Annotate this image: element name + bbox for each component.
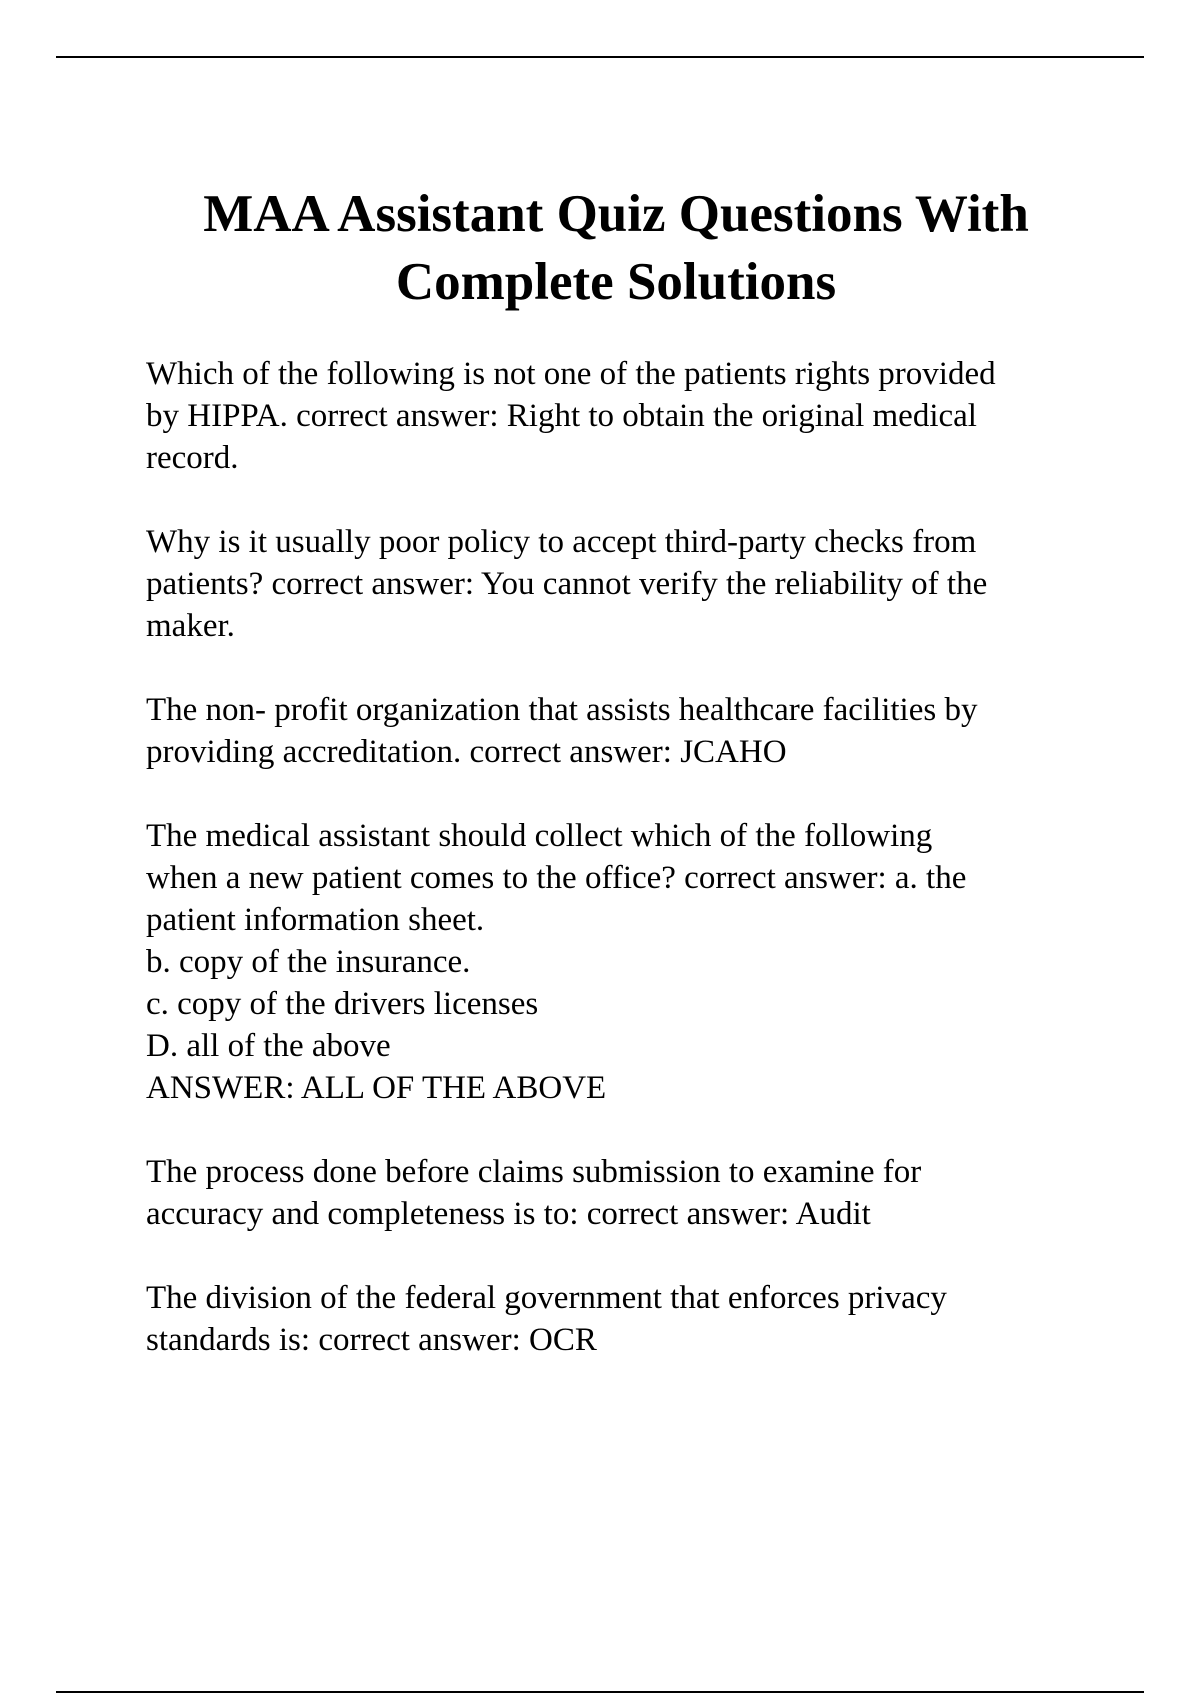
- qa-line: accuracy and completeness is to: correct answer: Audit: [146, 1196, 871, 1232]
- qa-line: ANSWER: ALL OF THE ABOVE: [146, 1070, 607, 1106]
- qa-list: [146, 353, 1086, 1361]
- qa-item: [146, 689, 1086, 773]
- title-line: MAA Assistant Quiz Questions With: [203, 185, 1029, 243]
- qa-line: when a new patient comes to the office? correct answer: a. the: [146, 860, 967, 896]
- qa-item: [146, 353, 1086, 479]
- qa-line: Which of the following is not one of the patients rights provided: [146, 356, 996, 392]
- qa-item: [146, 521, 1086, 647]
- qa-item: [146, 1151, 1086, 1235]
- qa-line: maker.: [146, 608, 235, 644]
- header-rule: [56, 56, 1144, 58]
- qa-line: b. copy of the insurance.: [146, 944, 471, 980]
- qa-line: standards is: correct answer: OCR: [146, 1322, 597, 1358]
- qa-line: D. all of the above: [146, 1028, 391, 1064]
- qa-line: The process done before claims submission to examine for: [146, 1154, 922, 1190]
- qa-line: The medical assistant should collect which of the following: [146, 818, 933, 854]
- document-page: [146, 180, 1086, 1403]
- document-title: [146, 180, 1086, 316]
- qa-line: c. copy of the drivers licenses: [146, 986, 539, 1022]
- qa-line: The division of the federal government that enforces privacy: [146, 1280, 947, 1316]
- qa-line: Why is it usually poor policy to accept third-party checks from: [146, 524, 977, 560]
- qa-item: [146, 1277, 1086, 1361]
- footer-rule: [56, 1691, 1144, 1693]
- qa-line: by HIPPA. correct answer: Right to obtain the original medical: [146, 398, 977, 434]
- qa-line: providing accreditation. correct answer: JCAHO: [146, 734, 787, 770]
- qa-line: The non- profit organization that assists healthcare facilities by: [146, 692, 978, 728]
- qa-line: record.: [146, 440, 239, 476]
- qa-item: [146, 815, 1086, 1109]
- qa-line: patient information sheet.: [146, 902, 485, 938]
- qa-line: patients? correct answer: You cannot verify the reliability of the: [146, 566, 988, 602]
- title-line: Complete Solutions: [395, 253, 837, 311]
